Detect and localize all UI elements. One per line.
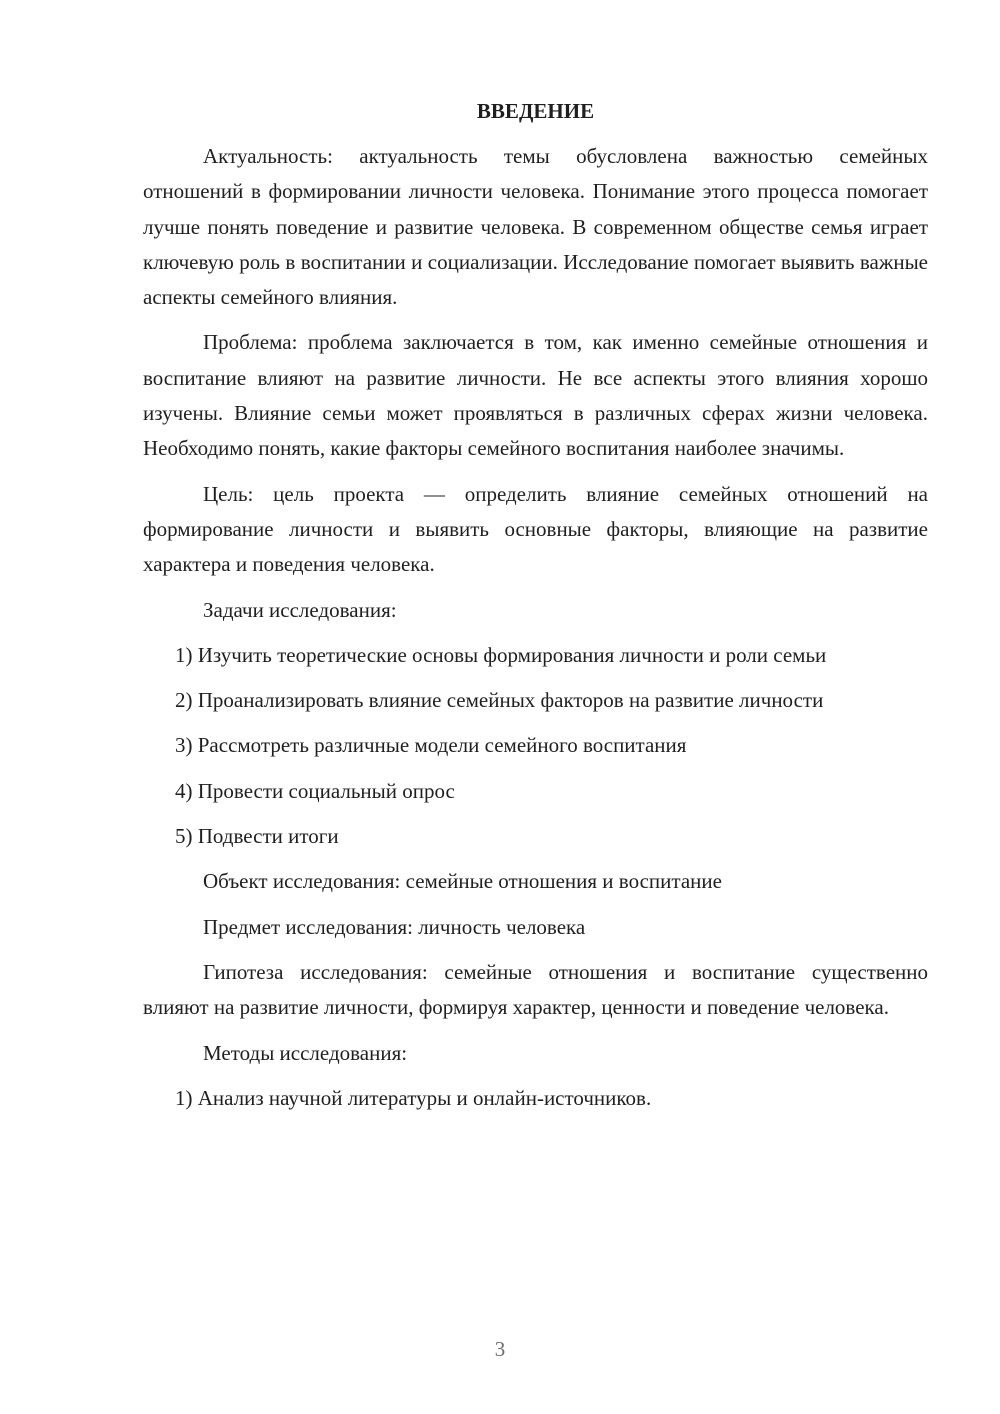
goal-paragraph: Цель: цель проекта — определить влияние семейных отношений на формирование личности и выявить основные факторы, влияющие на развитие характера и поведения человека. (143, 481, 928, 577)
page-body (143, 94, 928, 1116)
task-item: 5) Подвести итоги (175, 824, 339, 849)
tasks-title: Задачи исследования: (203, 597, 397, 622)
object-paragraph: Объект исследования: семейные отношения и воспитание (203, 869, 722, 894)
page-number: 3 (494, 1337, 506, 1361)
methods-title: Методы исследования: (203, 1040, 408, 1065)
task-item: 2) Проанализировать влияние семейных факторов на развитие личности (175, 688, 824, 713)
task-item: 3) Рассмотреть различные модели семейного воспитания (175, 733, 687, 758)
task-item: 1) Изучить теоретические основы формирования личности и роли семьи (175, 642, 827, 667)
relevance-paragraph: Актуальность: актуальность темы обусловлена важностью семейных отношений в формировании личности человека. Понимание этого процесса помогает лучше понять поведение и развитие человека. В современном обществе семья играет ключевую роль в воспитании и социализации. Исследование помогает выявить важные аспекты семейного влияния. (143, 144, 928, 310)
problem-paragraph: Проблема: проблема заключается в том, как именно семейные отношения и воспитание влияют на развитие личности. Не все аспекты этого влияния хорошо изучены. Влияние семьи может проявляться в различных сферах жизни человека. Необходимо понять, какие факторы семейного воспитания наиболее значимы. (143, 330, 928, 461)
page-title: ВВЕДЕНИЕ (476, 99, 595, 123)
task-item: 4) Провести социальный опрос (175, 778, 455, 803)
subject-paragraph: Предмет исследования: личность человека (203, 914, 586, 939)
hypothesis-paragraph: Гипотеза исследования: семейные отношения и воспитание существенно влияют на развитие личности, формируя характер, ценности и поведение человека. (143, 959, 928, 1020)
method-item: 1) Анализ научной литературы и онлайн-источников. (175, 1085, 652, 1110)
